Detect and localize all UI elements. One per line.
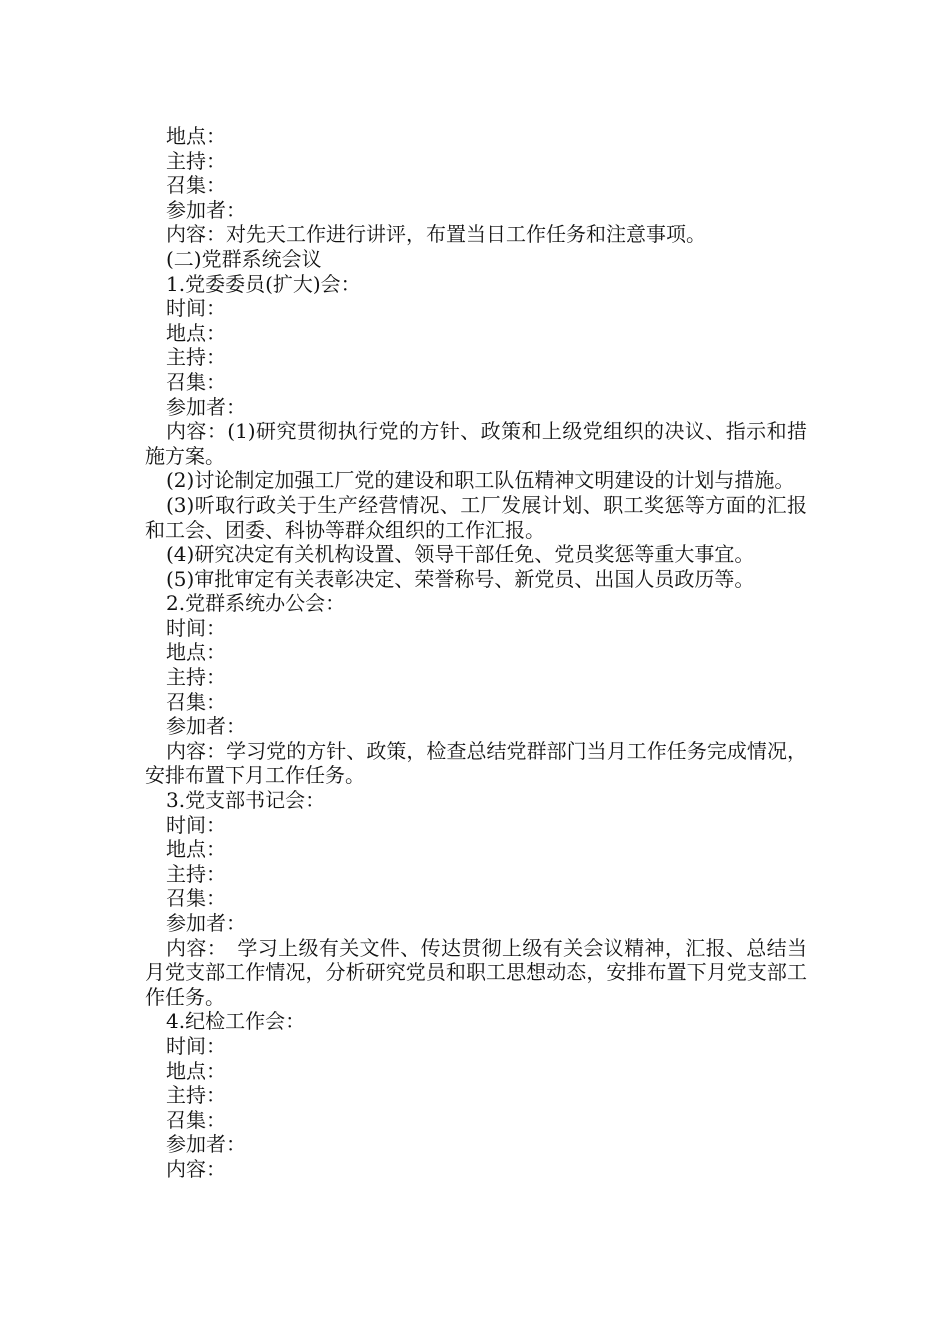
paragraph: 参加者：: [166, 911, 246, 935]
paragraph: 主持：: [166, 148, 226, 173]
subsection-heading: 1.党委委员(扩大)会：: [166, 271, 361, 296]
paragraph: 内容： 学习上级有关文件、传达贯彻上级有关会议精神，汇报、总结当月党支部工作情况，分析研究党员和职工思想动态，安排布置下月党支部工作任务。: [145, 935, 807, 1009]
paragraph: 时间：: [166, 1033, 226, 1058]
paragraph: 召集：: [166, 689, 226, 714]
paragraph: 时间：: [166, 812, 226, 837]
paragraph: 参加者：: [166, 197, 246, 222]
paragraph: 地点：: [166, 124, 226, 148]
paragraph: 召集：: [166, 886, 226, 911]
document-body: [145, 124, 807, 1182]
subsection-heading: 3.党支部书记会：: [166, 788, 326, 813]
section-heading: (二)党群系统会议: [166, 246, 322, 271]
paragraph: 主持：: [166, 1083, 226, 1108]
paragraph: (2)讨论制定加强工厂党的建设和职工队伍精神文明建设的计划与措施。: [166, 468, 795, 493]
paragraph: (4)研究决定有关机构设置、领导干部任免、党员奖惩等重大事宜。: [166, 542, 755, 567]
paragraph: (3)听取行政关于生产经营情况、工厂发展计划、职工奖惩等方面的汇报和工会、团委、科协等群众组织的工作汇报。: [145, 492, 807, 542]
paragraph: 召集：: [166, 369, 226, 394]
paragraph: 地点：: [166, 640, 226, 665]
subsection-heading: 4.纪检工作会：: [166, 1009, 306, 1034]
paragraph: 主持：: [166, 665, 226, 690]
paragraph: 地点：: [166, 1058, 226, 1083]
paragraph: 参加者：: [166, 714, 246, 739]
paragraph: 召集：: [166, 1107, 226, 1132]
paragraph: 地点：: [166, 837, 226, 862]
paragraph: 地点：: [166, 320, 226, 345]
paragraph: 时间：: [166, 615, 226, 640]
paragraph: 内容：学习党的方针、政策，检查总结党群部门当月工作任务完成情况，安排布置下月工作任务。: [145, 738, 807, 788]
paragraph: 召集：: [166, 173, 226, 198]
paragraph: 主持：: [166, 861, 226, 886]
paragraph: 内容：(1)研究贯彻执行党的方针、政策和上级党组织的决议、指示和措施方案。: [145, 419, 807, 468]
paragraph: 内容：: [166, 1156, 226, 1181]
paragraph: 参加者：: [166, 1132, 246, 1157]
paragraph: 时间：: [166, 296, 226, 321]
paragraph: 参加者：: [166, 394, 246, 419]
subsection-heading: 2.党群系统办公会：: [166, 591, 346, 616]
paragraph: (5)审批审定有关表彰决定、荣誉称号、新党员、出国人员政历等。: [166, 566, 755, 591]
paragraph: 主持：: [166, 345, 226, 370]
paragraph: 内容：对先天工作进行讲评，布置当日工作任务和注意事项。: [166, 222, 706, 247]
